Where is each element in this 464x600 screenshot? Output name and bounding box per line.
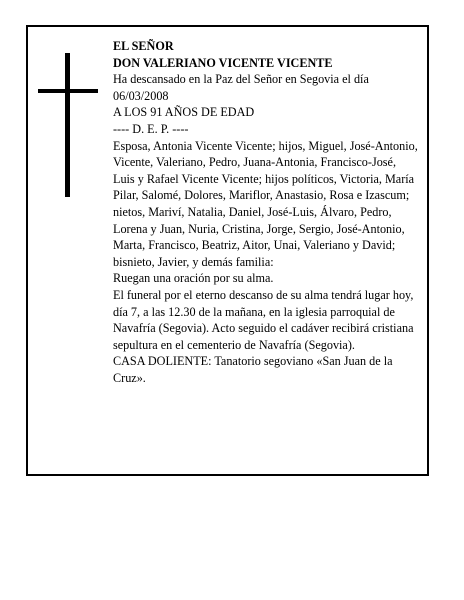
- prayer-line: Ruegan una oración por su alma.: [113, 271, 274, 286]
- cross-horizontal-bar: [38, 89, 98, 93]
- age-line: A LOS 91 AÑOS DE EDAD: [113, 105, 255, 120]
- deceased-name: DON VALERIANO VICENTE VICENTE: [113, 55, 333, 70]
- notice-title: EL SEÑOR: [113, 39, 174, 53]
- rest-line: Ha descansado en la Paz del Señor en Segovia el día 06/03/2008: [113, 72, 369, 103]
- funeral-paragraph: El funeral por el eterno descanso de su alma tendrá lugar hoy, día 7, a las 12.30 de la mañana, en la iglesia parroquial de Navafría (Segovia). Acto seguido el cadáver recibirá cristiana sepultura en el cementerio de Navafría (Segovia).: [113, 287, 414, 352]
- cross-icon: [38, 53, 98, 197]
- family-paragraph: Esposa, Antonia Vicente Vicente; hijos, Miguel, José-Antonio, Vicente, Valeriano, Pedro, Juana-Antonia, Francisco-José, Luis y Rafael Vicente Vicente; hijos políticos, Victoria, María Pilar, Salomé, Dolores, Mariflor, Anastasio, Rosa e Izascum; nietos, Mariví, Natalia, Daniel, José-Luis, Álvaro, Pedro, Lorena y Juan, Nuria, Cristina, Jorge, Sergio, José-Antonio, Marta, Francisco, Beatriz, Aitor, Unai, Valeriano y David; bisnieto, Javier, y demás familia:: [113, 138, 418, 269]
- house-line: CASA DOLIENTE: Tanatorio segoviano «San Juan de la Cruz».: [113, 354, 393, 385]
- cross-vertical-bar: [65, 53, 70, 197]
- rip-line: ---- D. E. P. ----: [113, 121, 189, 136]
- obituary-text: [113, 38, 419, 386]
